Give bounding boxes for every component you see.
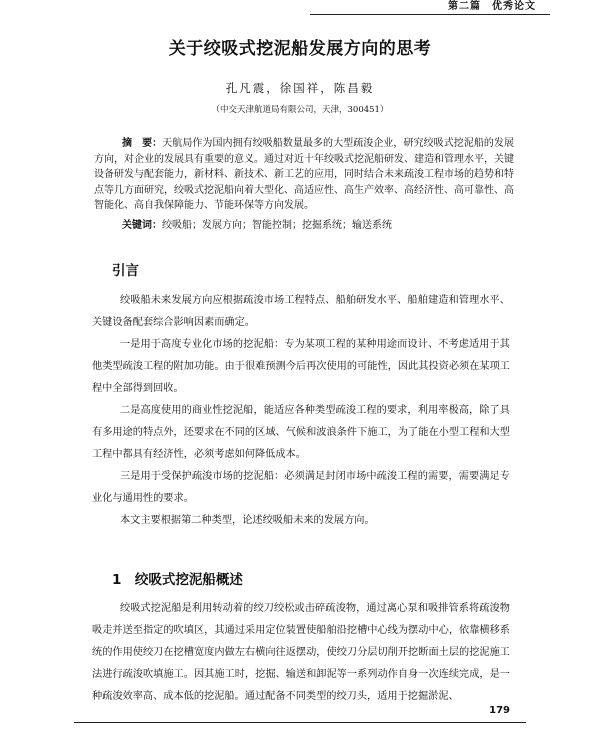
section1-body (92, 598, 510, 708)
intro-paragraph: 三是用于受保护疏浚市场的挖泥船：必须满足封闭市场中疏浚工程的需要，需要满足专业化与通用性的要求。 (92, 471, 510, 504)
keywords-text: 绞吸船；发展方向；智能控制；挖掘系统；输送系统 (162, 220, 392, 231)
abstract (94, 136, 514, 214)
intro-paragraph: 绞吸船未来发展方向应根据疏浚市场工程特点、船舶研发水平、船舶建造和管理水平、关键设备配套综合影响因素而确定。 (92, 295, 510, 328)
abstract-label: 摘 要： (122, 138, 163, 149)
footer-rule (74, 722, 526, 723)
intro-paragraph: 本文主要根据第二种类型，论述绞吸船未来的发展方向。 (120, 515, 375, 526)
keywords-label: 关键词： (122, 220, 162, 231)
running-head-text: 第二篇 优秀论文 (448, 1, 536, 12)
section1-paragraph: 绞吸式挖泥船是利用转动着的绞刀绞松或击碎疏浚物，通过离心泵和吸排管系将疏浚物吸走并送至指定的吹填区，其通过采用定位装置使船舶沿挖槽中心线为摆动中心，依靠横移系统的作用使绞刀在挖槽宽度内做左右横向往返摆动，使绞刀分层切削开挖断面土层的挖泥施工法进行疏浚吹填施工。因其施工时，挖掘、输送和卸泥等一系列动作自身一次连续完成，是一种疏浚效率高、成本低的挖泥船。通过配备不同类型的绞刀头，适用于挖掘淤泥、 (92, 603, 510, 702)
section1-heading: 1 绞吸式挖泥船概述 (112, 572, 243, 588)
article-title: 关于绞吸式挖泥船发展方向的思考 (168, 39, 432, 59)
abstract-text: 天航局作为国内拥有绞吸船数量最多的大型疏浚企业，研究绞吸式挖泥船的发展方向，对企业的发展具有重要的意义。通过对近十年绞吸式挖泥船研发、建造和管理水平，关键设备研发与配套能力，新材料、新技术、新工艺的应用，同时结合未来疏浚工程市场的趋势和特点等几方面研究，绞吸式挖泥船向着大型化、高适应性、高生产效率、高经济性、高可靠性、高智能化、高自我保障能力、节能环保等方向发展。 (94, 138, 515, 212)
header-rule (310, 14, 550, 15)
page-number: 179 (489, 705, 510, 716)
article-affiliation: （中交天津航道局有限公司，天津，300451） (211, 105, 389, 115)
running-header (0, 0, 600, 14)
intro-paragraph: 一是用于高度专业化市场的挖泥船：专为某项工程的某种用途而设计、不考虑适用于其他类型疏浚工程的附加功能。由于很难预测今后再次使用的可能性，因此其投资必须在某项工程中全部得到回收。 (92, 339, 510, 394)
intro-heading: 引言 (112, 263, 139, 279)
article-authors: 孔凡震，徐国祥，陈昌毅 (225, 81, 375, 95)
keywords (122, 216, 522, 231)
intro-paragraph: 二是高度使用的商业性挖泥船，能适应各种类型疏浚工程的要求，利用率极高，除了具有多用途的特点外，还要求在不同的区域、气候和波浪条件下施工，为了能在小型工程和大型工程中都具有经济性，必须考虑如何降低成本。 (92, 405, 510, 460)
intro-body (92, 290, 510, 532)
